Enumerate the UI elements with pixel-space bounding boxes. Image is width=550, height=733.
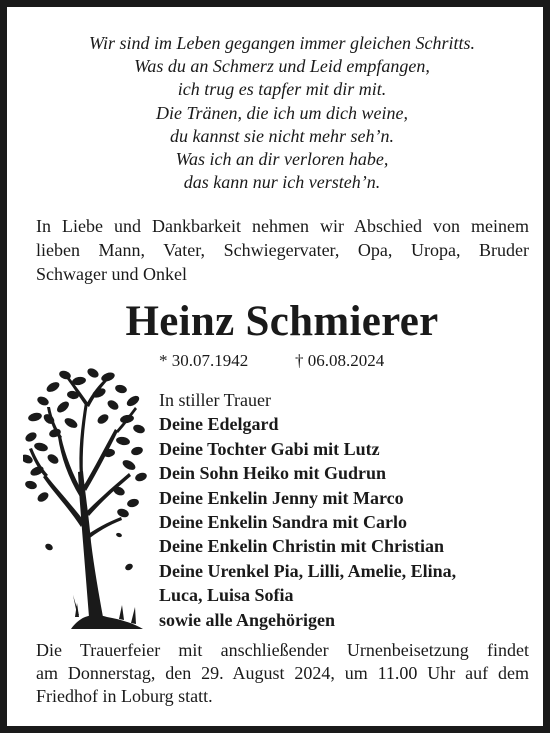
poem-line: du kannst sie nicht mehr seh’n. bbox=[170, 125, 394, 146]
mourner-line: Deine Tochter Gabi mit Lutz bbox=[159, 438, 380, 459]
poem-line: Wir sind im Leben gegangen immer gleichen Schritts. bbox=[89, 33, 475, 53]
poem-line: Was du an Schmerz und Leid empfangen, bbox=[134, 56, 430, 77]
mourner-line: Deine Urenkel Pia, Lilli, Amelie, Elina, bbox=[159, 560, 457, 581]
birth-date: * 30.07.1942 bbox=[159, 351, 249, 370]
deceased-name: Heinz Schmierer bbox=[125, 298, 439, 345]
funeral-info-line: Friedhof in Loburg statt. bbox=[36, 686, 213, 706]
mourners-heading: In stiller Trauer bbox=[159, 390, 271, 410]
poem-line: Was ich an dir verloren habe, bbox=[175, 149, 389, 170]
death-date: † 06.08.2024 bbox=[295, 351, 385, 370]
poem bbox=[27, 32, 537, 194]
intro-line: In Liebe und Dankbarkeit nehmen wir Abschied von meinem bbox=[36, 216, 529, 236]
tree-illustration-icon bbox=[23, 367, 148, 632]
mourner-line: Dein Sohn Heiko mit Gudrun bbox=[159, 463, 387, 484]
mourners-list bbox=[159, 388, 539, 632]
intro-line: Schwager und Onkel bbox=[36, 264, 187, 284]
funeral-info-line: am Donnerstag, den 29. August 2024, um 11.00 Uhr auf dem bbox=[36, 663, 529, 683]
mourner-line: Deine Enkelin Sandra mit Carlo bbox=[159, 512, 408, 533]
funeral-info bbox=[36, 639, 529, 708]
intro-text bbox=[36, 214, 529, 286]
mourner-line: Deine Edelgard bbox=[159, 414, 279, 435]
mourner-line: Deine Enkelin Jenny mit Marco bbox=[159, 487, 404, 508]
poem-line: Die Tränen, die ich um dich weine, bbox=[156, 102, 408, 123]
intro-line: lieben Mann, Vater, Schwiegervater, Opa, Uropa, Bruder bbox=[36, 240, 529, 260]
mourner-line: sowie alle Angehörigen bbox=[159, 609, 335, 630]
mourner-line: Luca, Luisa Sofia bbox=[159, 585, 294, 606]
poem-line: das kann nur ich versteh’n. bbox=[183, 172, 381, 193]
mourner-line: Deine Enkelin Christin mit Christian bbox=[159, 536, 445, 557]
funeral-info-line: Die Trauerfeier mit anschließender Urnenbeisetzung findet bbox=[36, 640, 529, 660]
poem-line: ich trug es tapfer mit dir mit. bbox=[177, 79, 387, 100]
